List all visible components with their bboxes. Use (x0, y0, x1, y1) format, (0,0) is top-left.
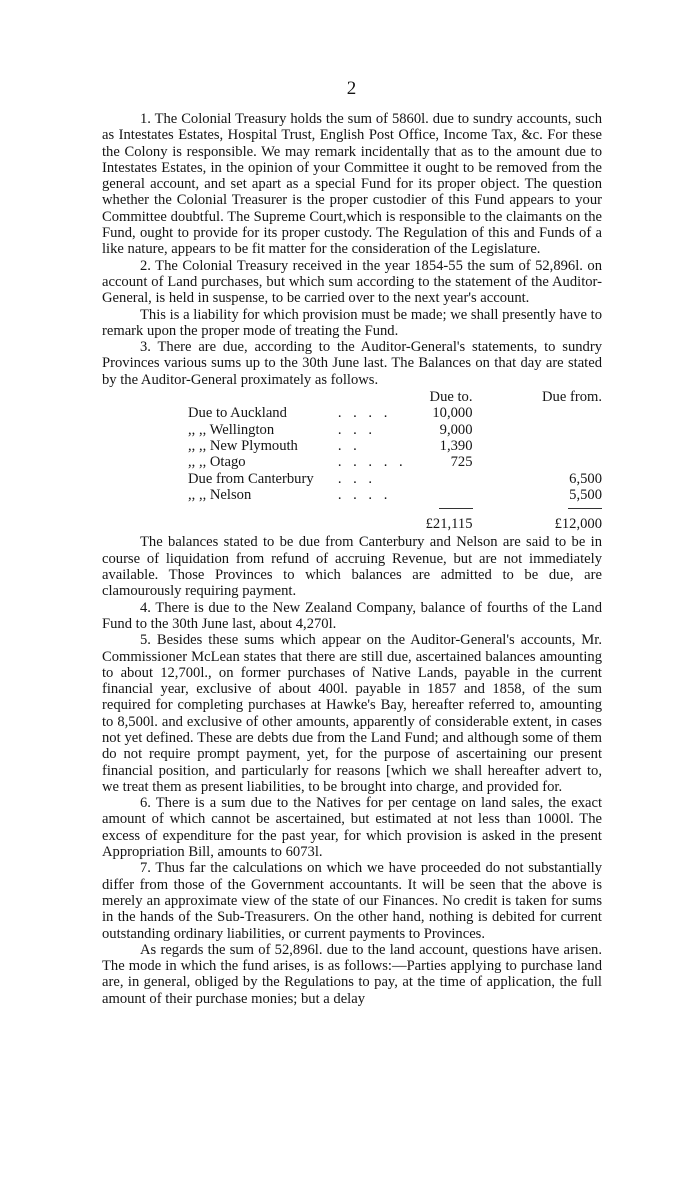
balance-total-row (188, 513, 602, 532)
provincial-balances-table (188, 389, 602, 532)
due-from-value (473, 454, 603, 470)
paragraph-4: 4. There is due to the New Zealand Company, balance of fourths of the Land Fund to the 30th June last, about 4,270l. (102, 599, 602, 632)
balance-label: ,, ,, New Plymouth (188, 437, 298, 454)
total-due-to: £21,115 (425, 516, 473, 533)
balance-row (188, 438, 602, 454)
header-due-from: Due from. (542, 389, 602, 406)
due-from-value: 6,500 (569, 470, 602, 487)
document-page (102, 78, 602, 1007)
total-rule-row (188, 503, 602, 513)
balance-label: ,, ,, Wellington (188, 421, 275, 438)
balances-header-row (188, 389, 602, 405)
balance-row (188, 422, 602, 438)
leader-dots: . . (337, 437, 361, 454)
balance-row (188, 471, 602, 487)
due-to-value (407, 487, 473, 503)
leader-dots: . . . (337, 470, 377, 487)
balance-row (188, 405, 602, 421)
due-to-value: 10,000 (432, 405, 473, 422)
paragraph-5: 5. Besides these sums which appear on the Auditor-General's accounts, Mr. Commissioner McLean states that there are still due, ascertained balances amounting to about 12,700l., on former purchases of Native Lands, payable in the current financial year, exclusive of about 400l. payable in 1857 and 1858, of the sum required for completing purchases at Hawke's Bay, hereafter referred to, amounting to 8,500l. and exclusive of other amounts, apparently of considerable extent, in cases not yet defined. These are debts due from the Land Fund; and although some of them do not require prompt payment, yet, for the purpose of ascertaining our present financial position, and particularly for reasons [which we shall hereafter advert to, we treat them as present liabilities, to be brought into charge, and provided for. (102, 632, 602, 795)
balance-row (188, 454, 602, 470)
paragraph-liability: This is a liability for which provision must be made; we shall presently have to remark upon the proper mode of treating the Fund. (102, 306, 602, 339)
paragraph-3: 3. There are due, according to the Auditor-General's statements, to sundry Provinces various sums up to the 30th June last. The Balances on that day are stated by the Auditor-General proximately as follows. (102, 339, 602, 388)
due-to-value (407, 471, 473, 487)
due-from-value (473, 422, 603, 438)
balance-label: ,, ,, Otago (188, 454, 246, 471)
total-rule (568, 508, 602, 509)
total-due-from: £12,000 (554, 516, 602, 533)
paragraph-6: 6. There is a sum due to the Natives for per centage on land sales, the exact amount of which cannot be ascertained, but estimated at not less than 1000l. The excess of expenditure for the past year, for which provision is asked in the present Appropriation Bill, amounts to 6073l. (102, 795, 602, 861)
leader-dots: . . . (337, 421, 377, 438)
paragraph-2: 2. The Colonial Treasury received in the year 1854-55 the sum of 52,896l. on account of Land purchases, but which sum according to the statement of the Auditor-General, is held in suspense, to be carried over to the next year's account. (102, 257, 602, 307)
body-text-top (102, 111, 602, 388)
due-from-value (473, 438, 603, 454)
paragraph-1: 1. The Colonial Treasury holds the sum of 5860l. due to sundry accounts, such as Intestates Estates, Hospital Trust, English Post Office, Income Tax, &c. For these the Colony is responsible. We may remark incidentally that as to the amount due to Intestates Estates, in the opinion of your Committee it ought to be removed from the general account, and set apart as a special Fund for its proper object. The question whether the Colonial Treasurer is the proper custodier of this Fund appears to your Committee doubtful. The Supreme Court,which is responsible to the claimants on the Fund, ought to provide for its proper custody. The Regulation of this and Funds of a like nature, appears to be fit matter for the consideration of the Legislature. (102, 111, 602, 258)
due-from-value: 5,500 (569, 486, 602, 503)
balance-row (188, 487, 602, 503)
total-rule (439, 508, 473, 509)
header-due-to: Due to. (429, 389, 473, 406)
due-to-value: 725 (450, 454, 473, 471)
paragraph-7: 7. Thus far the calculations on which we have proceeded do not substantially differ from those of the Government accountants. It will be seen that the above is merely an approximate view of the state of our Finances. No credit is taken for sums in the hands of the Sub-Treasurers. On the other hand, nothing is debited for current outstanding ordinary liabilities, or current payments to Provinces. (102, 860, 602, 942)
paragraph-balances-note: The balances stated to be due from Canterbury and Nelson are said to be in course of liquidation from refund of accruing Revenue, but are not immediately available. Those Provinces to which balances are admitted to be due, are clamourously requiring payment. (102, 534, 602, 600)
leader-dots: . . . . . (337, 454, 407, 471)
leader-dots: . . . . (337, 405, 392, 422)
balance-label: Due to Auckland (188, 405, 287, 422)
balance-label: Due from Canterbury (188, 470, 314, 487)
due-to-value: 1,390 (439, 437, 473, 454)
leader-dots: . . . . (337, 486, 392, 503)
balance-label: ,, ,, Nelson (188, 486, 252, 503)
due-from-value (473, 405, 603, 421)
due-to-value: 9,000 (439, 421, 473, 438)
body-text-bottom (102, 534, 602, 1007)
paragraph-land-account: As regards the sum of 52,896l. due to the land account, questions have arisen. The mode in which the fund arises, is as follows:—Parties applying to purchase land are, in general, obliged by the Regulations to pay, at the time of application, the full amount of their purchase monies; but a delay (102, 941, 602, 1007)
page-number: 2 (346, 78, 358, 99)
